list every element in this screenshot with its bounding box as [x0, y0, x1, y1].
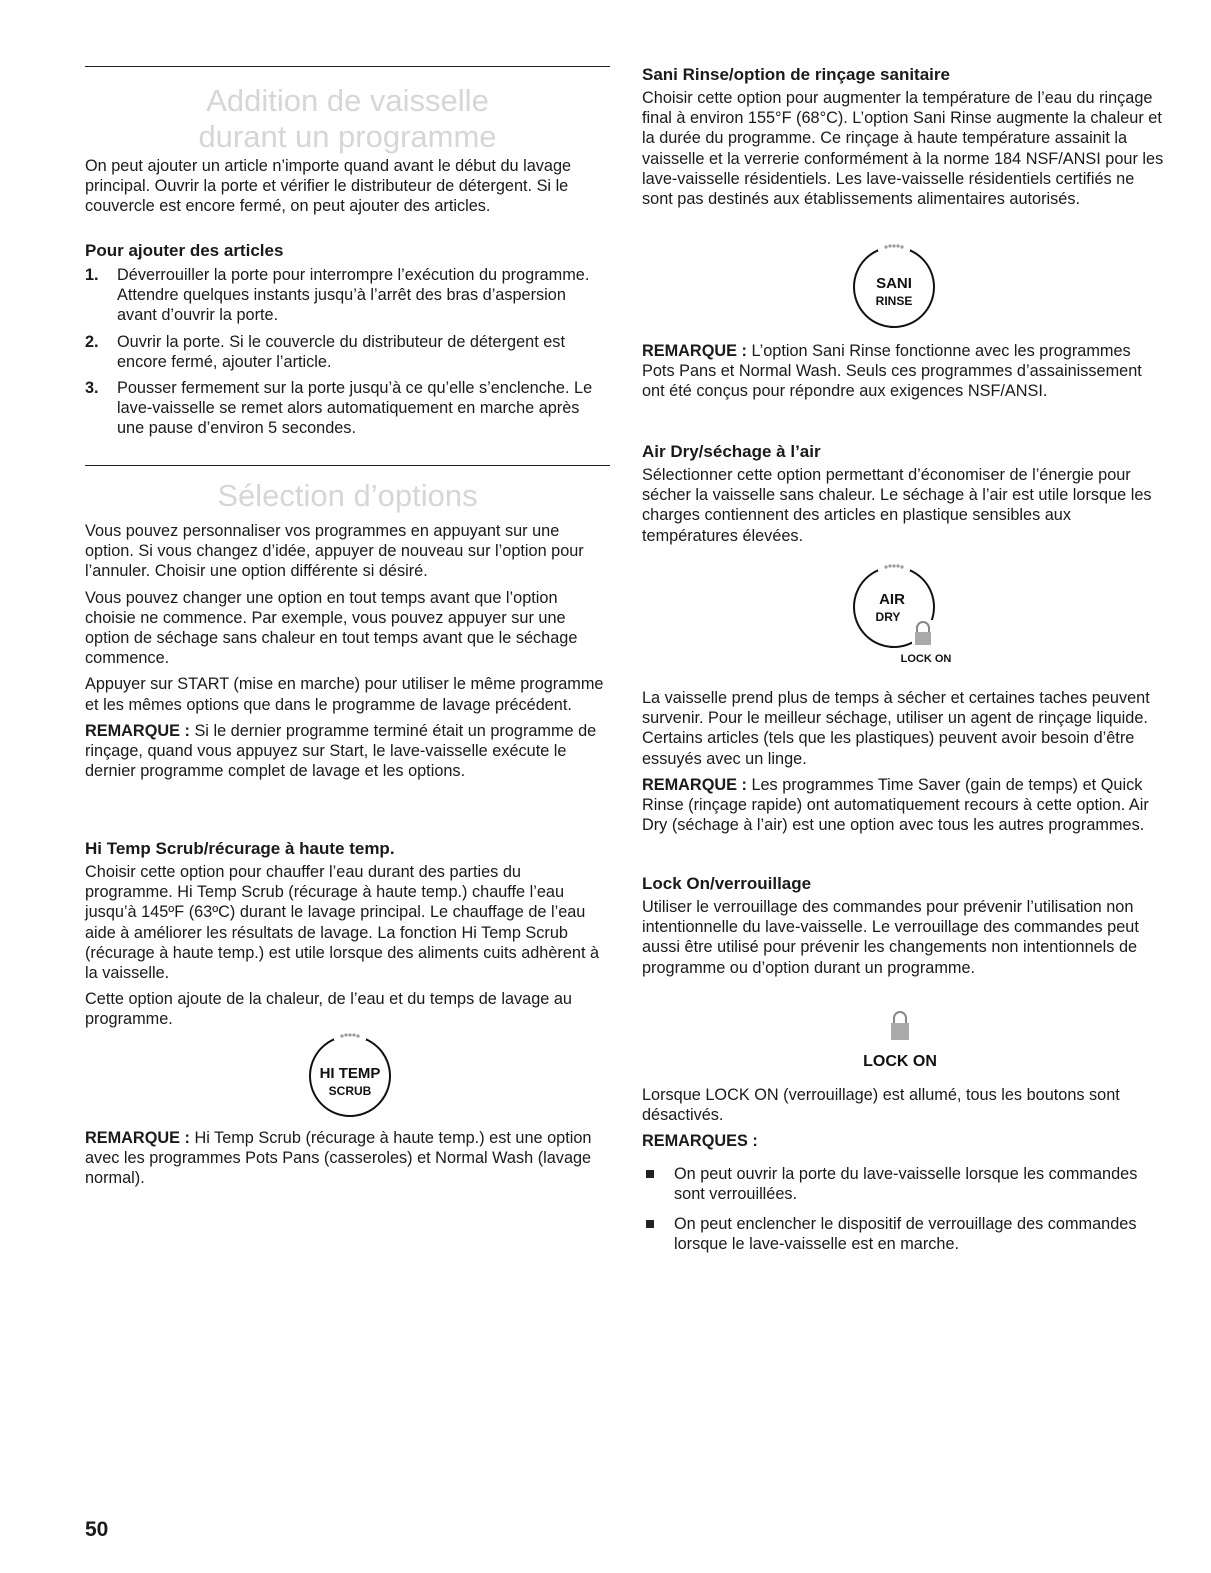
lock-notes-label: REMARQUES :: [642, 1132, 758, 1151]
note-label: REMARQUE :: [85, 1129, 190, 1147]
note-label: REMARQUE :: [85, 721, 190, 740]
air-dry-badge-line1: AIR: [879, 591, 905, 608]
note-text: Hi Temp Scrub (récurage à haute temp.) est une option avec les programmes Pots Pans (casseroles) et Normal Wash (lavage normal).: [85, 1129, 592, 1188]
hi-temp-badge-line2: SCRUB: [328, 1084, 372, 1098]
bullet-text: On peut ouvrir la porte du lave-vaisselle lorsque les commandes sont verrouillées.: [674, 1164, 1138, 1203]
note-label: REMARQUE :: [642, 775, 747, 794]
step-item: [85, 332, 610, 372]
section-title-options: Sélection d’options: [217, 478, 478, 513]
sani-paragraph-1: Choisir cette option pour augmenter la température de l’eau du rinçage final à environ 155°F (68°C). L’option Sani Rinse augmente la chaleur et la durée du programme. Ce rinçage à haute température assainit la vaisselle et la verrerie conformément à la norme 184 NSF/ANSI pour les lave-vaisselle résidentiels. Les lave-vaisselle résidentiels certifiés ne sont pas destinés aux établissements alimentaires autorisés.: [642, 89, 1164, 209]
lock-paragraph-2: Lorsque LOCK ON (verrouillage) est allumé, tous les boutons sont désactivés.: [642, 1086, 1120, 1125]
note-text: Si le dernier programme terminé était un programme de rinçage, quand vous appuyez sur Start, le lave-vaisselle exécute le dernier programme complet de lavage et les options.: [85, 721, 597, 781]
step-number: 3.: [85, 379, 99, 398]
lock-icon: [891, 1012, 909, 1040]
sani-block: [642, 64, 1164, 209]
addition-intro-block: [85, 156, 610, 217]
airdry-note: [642, 775, 1164, 836]
options-paragraph-1: Vous pouvez personnaliser vos programmes en appuyant sur une option. Si vous changez d’idée, appuyer de nouveau sur l’option pour l’annuler. Choisir une option différente si désiré.: [85, 522, 584, 581]
list-item: [642, 1214, 1164, 1254]
hi-temp-badge-line1: HI TEMP: [319, 1065, 381, 1082]
airdry-continued-block: [642, 688, 1164, 835]
section-title-line1: Addition de vaisselle: [206, 83, 489, 118]
sani-heading: Sani Rinse/option de rinçage sanitaire: [642, 65, 950, 84]
lock-notes-list: [642, 1164, 1164, 1255]
section-rule-options: [85, 465, 610, 466]
bullet-square-icon: [646, 1170, 654, 1178]
section-rule-top-left: [85, 66, 610, 67]
add-articles-steps: [85, 265, 610, 439]
options-paragraph-2: Vous pouvez changer une option en tout temps avant que l’option choisie ne commence. Par exemple, vous pouvez appuyer sur une option de séchage sans chaleur en tout temps avant que le séchage commence.: [85, 588, 578, 668]
sani-badge-line2: RINSE: [875, 294, 913, 308]
hitemp-paragraph-1: Choisir cette option pour chauffer l’eau durant des parties du programme. Hi Temp Scrub (récurage à haute temp.) chauffe l’eau jusqu’à 145ºF (63ºC) durant le lavage principal. Le chauffage de l’eau aide à améliorer les résultats de lavage. La fonction Hi Temp Scrub (récurage à haute temp.) est utile lorsque des aliments cuits adhèrent à la vaisselle.: [85, 863, 600, 983]
lock-paragraph-1: Utiliser le verrouillage des commandes pour prévenir l’utilisation non intentionnelle du lave-vaisselle. Le verrouillage des commandes peut aussi être utilisé pour prévenir les changements non intentionnels de programme ou d’option durant un programme.: [642, 898, 1139, 977]
sani-note: [642, 341, 1164, 402]
step-number: 2.: [85, 332, 99, 351]
options-note: [85, 721, 610, 782]
step-number: 1.: [85, 266, 99, 284]
note-label: REMARQUE :: [642, 342, 747, 360]
lock-continued-block: [642, 1085, 1164, 1264]
page-number: 50: [85, 1518, 109, 1541]
addition-intro-paragraph: On peut ajouter un article n’importe quand avant le début du lavage principal. Ouvrir la porte et vérifier le distributeur de détergent. Si le couvercle est encore fermé, on peut ajouter des articles.: [85, 157, 572, 216]
list-item: [642, 1164, 1164, 1204]
step-item: [85, 265, 610, 326]
bullet-square-icon: [646, 1220, 654, 1228]
air-dry-badge-line2: DRY: [875, 610, 901, 624]
sani-badge-line1: SANI: [876, 275, 912, 292]
lock-heading: Lock On/verrouillage: [642, 874, 812, 893]
airdry-paragraph-2: La vaisselle prend plus de temps à sécher et certaines taches peuvent survenir. Pour le meilleur séchage, utiliser un agent de rinçage liquide. Certains articles (tels que les plastiques) peuvent avoir besoin d’être essuyés avec un linge.: [642, 689, 1150, 768]
airdry-paragraph-1: Sélectionner cette option permettant d’économiser de l’énergie pour sécher la vaisselle sans chaleur. Le séchage à l’air est utile lorsque les charges contiennent des articles en plastique sensibles aux températures élevées.: [642, 466, 1152, 545]
section-title-addition: [85, 83, 610, 155]
step-item: [85, 378, 610, 439]
note-text: Les programmes Time Saver (gain de temps) et Quick Rinse (rinçage rapide) ont automatiquement recours à cette option. Air Dry (séchage à l’air) est une option avec tous les autres programmes.: [642, 775, 1149, 835]
lock-block: [642, 873, 1164, 978]
airdry-block: [642, 441, 1164, 546]
step-text: Ouvrir la porte. Si le couvercle du distributeur de détergent est encore fermé, ajouter l’article.: [117, 332, 565, 371]
air-dry-lock-caption: LOCK ON: [900, 653, 952, 665]
hitemp-heading: Hi Temp Scrub/récurage à haute temp.: [85, 839, 395, 858]
air-dry-button-icon: [842, 558, 962, 668]
bullet-text: On peut enclencher le dispositif de verrouillage des commandes lorsque le lave-vaisselle est en marche.: [674, 1215, 1137, 1254]
hitemp-note-block: [85, 1128, 610, 1189]
step-text: Déverrouiller la porte pour interrompre l’exécution du programme. Attendre quelques instants jusqu’à l’arrêt des bras d’aspersion avant d’ouvrir la porte.: [117, 266, 590, 325]
options-intro-block: [85, 521, 610, 781]
airdry-heading: Air Dry/séchage à l’air: [642, 442, 821, 461]
lock-on-caption: LOCK ON: [863, 1053, 937, 1070]
section-title-line2: durant un programme: [198, 119, 497, 154]
note-text: L’option Sani Rinse fonctionne avec les programmes Pots Pans et Normal Wash. Seuls ces programmes d’assainissement ont été conçus pour répondre aux exigences NSF/ANSI.: [642, 342, 1142, 401]
add-articles-block: [85, 240, 610, 445]
lock-on-indicator-icon: [860, 1008, 940, 1072]
hitemp-paragraph-2: Cette option ajoute de la chaleur, de l’eau et du temps de lavage au programme.: [85, 990, 572, 1029]
hitemp-note: [85, 1128, 610, 1189]
sani-note-block: [642, 341, 1164, 402]
sani-rinse-button-icon: [842, 238, 946, 330]
hi-temp-scrub-button-icon: [298, 1027, 402, 1119]
hitemp-block: [85, 838, 610, 1030]
options-paragraph-3: Appuyer sur START (mise en marche) pour utiliser le même programme et les mêmes options que dans le programme de lavage précédent.: [85, 675, 604, 714]
add-articles-heading: Pour ajouter des articles: [85, 241, 284, 260]
step-text: Pousser fermement sur la porte jusqu’à ce qu’elle s’enclenche. Le lave-vaisselle se remet alors automatiquement en marche après une pause d’environ 5 secondes.: [117, 379, 593, 438]
